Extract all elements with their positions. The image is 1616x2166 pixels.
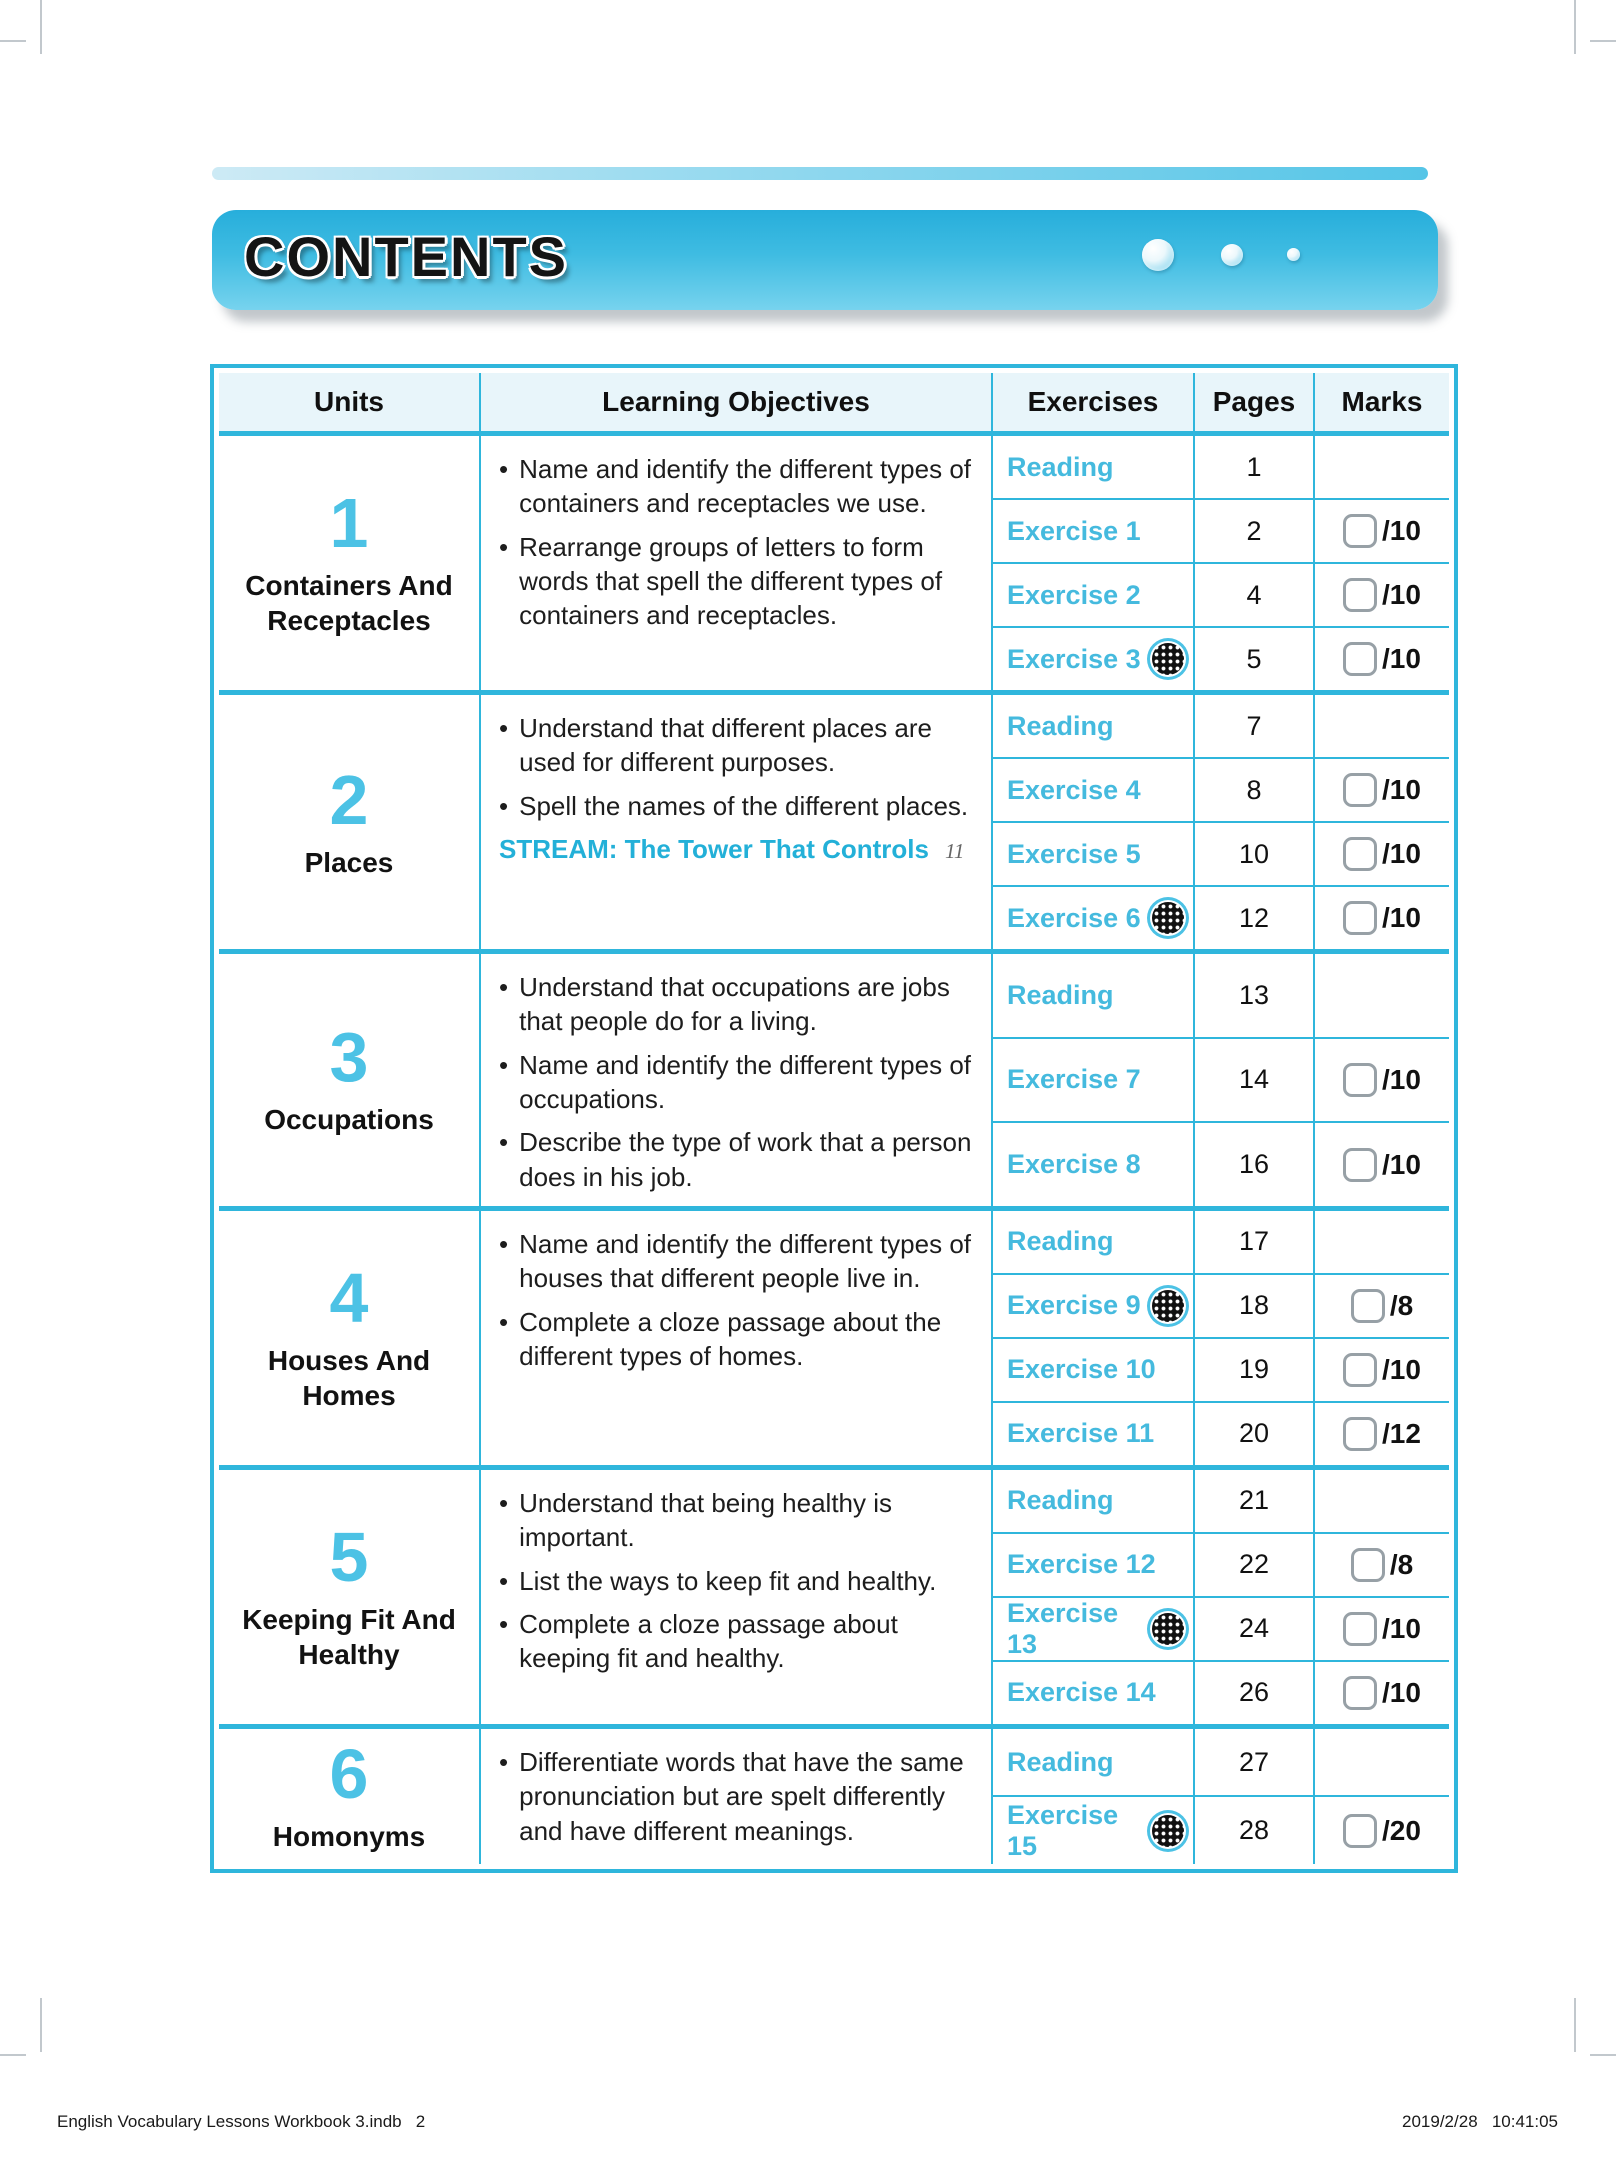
unit-row-4 <box>219 1211 1449 1465</box>
header-marks: Marks <box>1315 373 1449 431</box>
decor-circle-large-icon <box>1142 239 1174 271</box>
marks-checkbox <box>1343 578 1377 612</box>
exercise-row <box>993 1039 1449 1122</box>
crop-mark <box>0 2054 26 2056</box>
exercise-rows <box>993 954 1449 1206</box>
objective-item <box>499 1607 977 1676</box>
exercise-row <box>993 759 1449 821</box>
challenge-badge-icon <box>1152 1815 1184 1847</box>
exercise-row <box>993 1339 1449 1401</box>
page-number: 8 <box>1195 759 1313 821</box>
unit-title: Containers And Receptacles <box>245 570 453 636</box>
page-number: 2 <box>1195 500 1313 562</box>
exercise-cell <box>993 1598 1193 1660</box>
exercise-rows <box>993 1729 1449 1864</box>
unit-number: 2 <box>329 760 369 839</box>
crop-mark <box>1574 0 1576 54</box>
objective-text: List the ways to keep fit and healthy. <box>519 1565 937 1596</box>
page-number: 19 <box>1195 1339 1313 1401</box>
marks-total: /20 <box>1382 1814 1421 1846</box>
exercise-cell <box>993 1211 1193 1273</box>
page-number: 1 <box>1195 436 1313 498</box>
bullet-icon: • <box>499 713 509 743</box>
marks-total: /10 <box>1382 774 1421 805</box>
unit-row-6 <box>219 1729 1449 1864</box>
marks-total: /10 <box>1382 1063 1421 1095</box>
objectives-cell <box>481 436 991 690</box>
crop-mark <box>40 1998 42 2052</box>
marks-cell <box>1315 695 1449 757</box>
exercise-row <box>993 695 1449 757</box>
exercise-cell <box>993 1123 1193 1206</box>
marks-total: /10 <box>1382 579 1421 610</box>
exercise-row <box>993 1470 1449 1532</box>
objective-item <box>499 1486 977 1555</box>
marks-cell <box>1315 1339 1449 1401</box>
bullet-icon: • <box>499 1565 509 1596</box>
marks-cell <box>1315 1211 1449 1273</box>
page-number: 14 <box>1195 1039 1313 1122</box>
bullet-icon: • <box>499 1608 509 1639</box>
exercise-cell <box>993 1275 1193 1337</box>
page-title: CONTENTS <box>244 225 568 288</box>
objective-text: Describe the type of work that a person does in his job. <box>519 1127 972 1192</box>
challenge-badge-icon <box>1152 643 1184 675</box>
unit-cell <box>219 1729 479 1864</box>
objective-item <box>499 1125 977 1194</box>
marks-checkbox <box>1343 1612 1377 1646</box>
exercise-cell <box>993 500 1193 562</box>
marks-total: /8 <box>1389 1548 1414 1580</box>
marks-cell <box>1315 1470 1449 1532</box>
marks-checkbox <box>1343 1353 1377 1387</box>
marks-cell <box>1315 500 1449 562</box>
marks-cell <box>1315 1534 1449 1596</box>
exercise-label: Exercise 12 <box>1007 1549 1156 1580</box>
crop-mark <box>1590 40 1616 42</box>
exercise-label: Exercise 15 <box>1007 1799 1119 1861</box>
objective-item <box>499 789 977 823</box>
contents-table-inner <box>219 373 1449 1864</box>
objective-text: Complete a cloze passage about keeping fit and healthy. <box>519 1608 898 1674</box>
page-number: 7 <box>1195 695 1313 757</box>
decor-circle-small-icon <box>1287 248 1300 261</box>
objective-item <box>499 452 977 521</box>
marks-total: /10 <box>1382 515 1421 546</box>
page-number: 5 <box>1195 628 1313 690</box>
exercise-cell <box>993 954 1193 1037</box>
exercise-label: Reading <box>1007 451 1114 482</box>
exercise-label: Exercise 9 <box>1007 1290 1141 1321</box>
page-number: 18 <box>1195 1275 1313 1337</box>
marks-total: /10 <box>1382 838 1421 869</box>
marks-total: /8 <box>1389 1289 1414 1321</box>
footer-timestamp: 2019/2/28 10:41:05 <box>1402 2112 1558 2131</box>
objectives-cell <box>481 695 991 949</box>
unit-title: Places <box>304 846 394 878</box>
exercise-rows <box>993 1211 1449 1465</box>
contents-table <box>210 364 1458 1873</box>
unit-title: Homonyms <box>272 1820 426 1852</box>
decorative-top-bar <box>212 167 1428 180</box>
marks-cell <box>1315 628 1449 690</box>
exercise-cell <box>993 1534 1193 1596</box>
marks-checkbox <box>1343 1417 1377 1451</box>
marks-cell <box>1315 1797 1449 1864</box>
unit-cell <box>219 436 479 690</box>
unit-title: Occupations <box>264 1104 434 1136</box>
crop-mark <box>1590 2054 1616 2056</box>
unit-cell <box>219 954 479 1206</box>
objective-item <box>499 1305 977 1374</box>
objective-text: Complete a cloze passage about the different types of homes. <box>519 1306 942 1371</box>
objectives-cell <box>481 954 991 1206</box>
exercise-cell <box>993 436 1193 498</box>
marks-cell <box>1315 1598 1449 1660</box>
unit-number: 4 <box>329 1258 369 1337</box>
bullet-icon: • <box>499 1228 509 1259</box>
exercise-row <box>993 823 1449 885</box>
marks-checkbox <box>1343 773 1377 807</box>
exercise-label: Exercise 11 <box>1007 1418 1155 1449</box>
marks-total: /12 <box>1382 1417 1421 1449</box>
marks-total: /10 <box>1382 1676 1421 1708</box>
header-units: Units <box>219 373 479 431</box>
page-number: 28 <box>1195 1797 1313 1864</box>
objective-text: Understand that different places are used for different purposes. <box>519 713 932 778</box>
exercise-row <box>993 500 1449 562</box>
bullet-icon: • <box>499 1127 509 1158</box>
exercise-cell <box>993 887 1193 949</box>
exercise-row <box>993 564 1449 626</box>
page-number: 13 <box>1195 954 1313 1037</box>
exercise-label: Reading <box>1007 710 1114 741</box>
stream-note <box>499 834 977 865</box>
exercise-label: Exercise 7 <box>1007 1064 1141 1095</box>
exercise-row <box>993 887 1449 949</box>
objectives-cell <box>481 1729 991 1864</box>
bullet-icon: • <box>499 1306 509 1337</box>
unit-row-1 <box>219 436 1449 690</box>
exercise-label: Exercise 2 <box>1007 579 1141 610</box>
unit-number: 6 <box>329 1734 369 1813</box>
page-number: 17 <box>1195 1211 1313 1273</box>
page-number: 20 <box>1195 1403 1313 1465</box>
marks-cell <box>1315 1039 1449 1122</box>
page-number: 16 <box>1195 1123 1313 1206</box>
objective-text: Understand that being healthy is important. <box>519 1487 893 1553</box>
exercise-cell <box>993 1470 1193 1532</box>
objective-item <box>499 711 977 780</box>
marks-checkbox <box>1343 642 1377 676</box>
exercise-cell <box>993 628 1193 690</box>
exercise-label: Exercise 5 <box>1007 838 1141 869</box>
exercise-label: Exercise 6 <box>1007 902 1141 933</box>
footer-file-info: English Vocabulary Lessons Workbook 3.indb 2 <box>57 2112 426 2131</box>
marks-cell <box>1315 1729 1449 1796</box>
header-pages: Pages <box>1195 373 1313 431</box>
unit-title: Keeping Fit And Healthy <box>242 1603 456 1670</box>
marks-checkbox <box>1343 1676 1377 1710</box>
marks-cell <box>1315 823 1449 885</box>
exercise-rows <box>993 436 1449 690</box>
unit-number: 1 <box>329 484 369 562</box>
decor-circle-medium-icon <box>1221 244 1243 266</box>
marks-cell <box>1315 1403 1449 1465</box>
exercise-label: Exercise 13 <box>1007 1597 1119 1659</box>
objective-item <box>499 970 977 1039</box>
exercise-cell <box>993 695 1193 757</box>
exercise-label: Reading <box>1007 1485 1114 1516</box>
marks-total: /10 <box>1382 1148 1421 1180</box>
marks-cell <box>1315 436 1449 498</box>
marks-checkbox <box>1351 1548 1385 1582</box>
exercise-cell <box>993 823 1193 885</box>
exercise-row <box>993 1275 1449 1337</box>
exercise-cell <box>993 1339 1193 1401</box>
exercise-label: Exercise 4 <box>1007 774 1141 805</box>
marks-checkbox <box>1343 1814 1377 1848</box>
objective-item <box>499 1048 977 1117</box>
marks-cell <box>1315 1662 1449 1724</box>
marks-cell <box>1315 1123 1449 1206</box>
header-exercises: Exercises <box>993 373 1193 431</box>
exercise-label: Exercise 10 <box>1007 1354 1156 1385</box>
exercise-label: Reading <box>1007 1226 1114 1257</box>
bullet-icon: • <box>499 1487 509 1518</box>
exercise-label: Exercise 8 <box>1007 1149 1141 1180</box>
objective-item <box>499 1564 977 1598</box>
unit-row-5 <box>219 1470 1449 1724</box>
marks-total: /10 <box>1382 1353 1421 1385</box>
objective-text: Spell the names of the different places. <box>519 790 969 821</box>
marks-checkbox <box>1351 1289 1385 1323</box>
unit-number: 5 <box>329 1517 369 1596</box>
marks-checkbox <box>1343 901 1377 935</box>
unit-row-3 <box>219 954 1449 1206</box>
objective-item <box>499 1745 977 1848</box>
exercise-row <box>993 628 1449 690</box>
bullet-icon: • <box>499 790 509 821</box>
exercise-rows <box>993 695 1449 949</box>
unit-cell <box>219 1211 479 1465</box>
unit-number: 3 <box>329 1018 369 1097</box>
page-number: 21 <box>1195 1470 1313 1532</box>
stream-page-number: 11 <box>944 838 965 863</box>
exercise-row <box>993 1534 1449 1596</box>
exercise-row <box>993 1797 1449 1864</box>
bullet-icon: • <box>499 454 509 484</box>
exercise-row <box>993 1211 1449 1273</box>
crop-mark <box>40 0 42 54</box>
page-number: 24 <box>1195 1598 1313 1660</box>
exercise-label: Exercise 14 <box>1007 1677 1156 1708</box>
exercise-cell <box>993 759 1193 821</box>
challenge-badge-icon <box>1152 1290 1184 1322</box>
exercise-cell <box>993 1729 1193 1796</box>
unit-cell <box>219 1470 479 1724</box>
marks-cell <box>1315 564 1449 626</box>
objective-text: Differentiate words that have the same pronunciation but are spelt differently and have different meanings. <box>519 1746 964 1846</box>
table-header-row <box>219 373 1449 431</box>
page-number: 4 <box>1195 564 1313 626</box>
marks-cell <box>1315 1275 1449 1337</box>
bullet-icon: • <box>499 1746 509 1777</box>
exercise-row <box>993 1123 1449 1206</box>
crop-mark <box>1574 1998 1576 2052</box>
header-learning-objectives: Learning Objectives <box>481 373 991 431</box>
exercise-label: Reading <box>1007 979 1114 1010</box>
exercise-cell <box>993 1662 1193 1724</box>
bullet-icon: • <box>499 531 509 562</box>
exercise-row <box>993 1403 1449 1465</box>
exercise-cell <box>993 1039 1193 1122</box>
marks-checkbox <box>1343 837 1377 871</box>
objective-item <box>499 1227 977 1296</box>
exercise-row <box>993 436 1449 498</box>
objective-text: Name and identify the different types of houses that different people live in. <box>519 1228 972 1294</box>
exercise-label: Exercise 1 <box>1007 515 1141 546</box>
exercise-row <box>993 1662 1449 1724</box>
contents-banner <box>212 210 1438 310</box>
unit-title: Houses And Homes <box>267 1344 431 1411</box>
objective-item <box>499 530 977 633</box>
marks-cell <box>1315 954 1449 1037</box>
page-number: 26 <box>1195 1662 1313 1724</box>
exercise-cell <box>993 1403 1193 1465</box>
challenge-badge-icon <box>1152 1613 1184 1645</box>
objective-text: Understand that occupations are jobs that people do for a living. <box>519 972 950 1037</box>
marks-cell <box>1315 759 1449 821</box>
objectives-cell <box>481 1470 991 1724</box>
objective-text: Name and identify the different types of containers and receptacles we use. <box>519 454 972 519</box>
objectives-cell <box>481 1211 991 1465</box>
marks-cell <box>1315 887 1449 949</box>
bullet-icon: • <box>499 1049 509 1080</box>
unit-cell <box>219 695 479 949</box>
objective-text: Name and identify the different types of occupations. <box>519 1049 972 1114</box>
marks-checkbox <box>1343 514 1377 548</box>
marks-checkbox <box>1343 1063 1377 1097</box>
marks-total: /10 <box>1382 643 1421 674</box>
page-number: 10 <box>1195 823 1313 885</box>
crop-mark <box>0 40 26 42</box>
page-number: 22 <box>1195 1534 1313 1596</box>
objective-text: Rearrange groups of letters to form words that spell the different types of containers and receptacles. <box>519 531 943 631</box>
page-number: 12 <box>1195 887 1313 949</box>
unit-row-2 <box>219 695 1449 949</box>
exercise-row <box>993 954 1449 1037</box>
marks-total: /10 <box>1382 902 1421 933</box>
exercise-row <box>993 1729 1449 1796</box>
exercise-label: Reading <box>1007 1746 1114 1777</box>
exercise-cell <box>993 564 1193 626</box>
stream-label: STREAM: The Tower That Controls <box>499 833 929 864</box>
challenge-badge-icon <box>1152 902 1184 934</box>
marks-checkbox <box>1343 1148 1377 1182</box>
exercise-cell <box>993 1797 1193 1864</box>
exercise-row <box>993 1598 1449 1660</box>
page-number: 27 <box>1195 1729 1313 1796</box>
exercise-rows <box>993 1470 1449 1724</box>
marks-total: /10 <box>1382 1612 1421 1644</box>
exercise-label: Exercise 3 <box>1007 643 1141 674</box>
bullet-icon: • <box>499 972 509 1002</box>
